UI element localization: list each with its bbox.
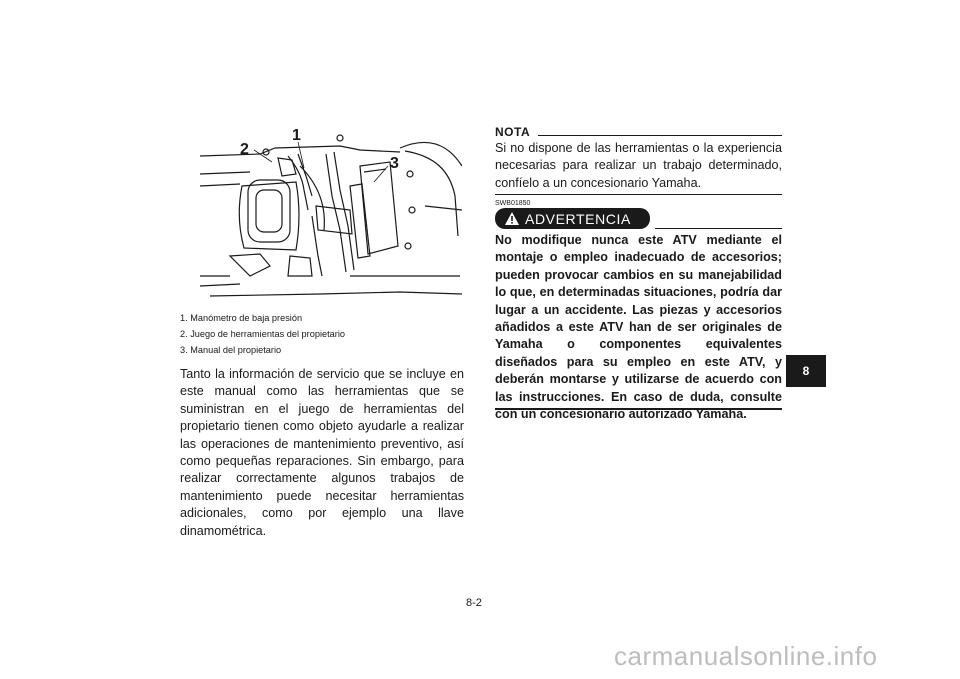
- tools-illustration: [200, 126, 462, 302]
- callout-2: 2: [240, 141, 249, 158]
- figure-captions: [180, 310, 470, 358]
- watermark: carmanualsonline.info: [614, 641, 878, 671]
- nota-label: NOTA: [495, 125, 531, 139]
- callout-3: 3: [390, 155, 399, 172]
- chapter-tab: 8: [786, 355, 826, 387]
- nota-end-rule: [495, 194, 782, 195]
- nota-header: [495, 125, 782, 139]
- warning-rule: [655, 228, 782, 229]
- warning-icon: [504, 211, 520, 226]
- caption-item: 3. Manual del propietario: [180, 345, 282, 355]
- caption-item: 2. Juego de herramientas del propietario: [180, 329, 345, 339]
- warning-text: No modifique nunca este ATV mediante el montaje o empleo inadecuado de accesorios; pueden provocar cambios en su manejabilidad lo que, en determinadas situaciones, podría dar lugar a un accidente. Las piezas y accesorios añadidos a este ATV han de ser originales de Yamaha o componentes equivalentes diseñados para su empleo en este ATV, y deberán montarse y utilizarse de acuerdo con las instrucciones. En caso de duda, consulte con un concesionario autorizado Yamaha.: [495, 233, 782, 422]
- warning-code: SWB01850: [495, 200, 531, 207]
- warning-badge: [495, 208, 650, 229]
- page-number: 8-2: [466, 597, 482, 609]
- warning-end-rule: [495, 408, 782, 410]
- caption-item: 1. Manómetro de baja presión: [180, 313, 303, 323]
- nota-text: Si no dispone de las herramientas o la experiencia necesarias para realizar un trabajo determinado, confíelo a un concesionario Yamaha.: [495, 141, 782, 190]
- body-paragraph: Tanto la información de servicio que se incluye en este manual como las herramientas que se suministran en el juego de herramientas del propietario tienen como objeto ayudarle a realizar las operaciones de mantenimiento preventivo, así como pequeñas reparaciones. Sin embargo, para realizar correctamente algunos trabajos de mantenimiento puede necesitar herramientas adicionales, como por ejemplo una llave dinamométrica.: [180, 367, 464, 538]
- warning-label: ADVERTENCIA: [525, 211, 631, 227]
- callout-1: 1: [292, 127, 301, 144]
- nota-rule: [538, 135, 782, 136]
